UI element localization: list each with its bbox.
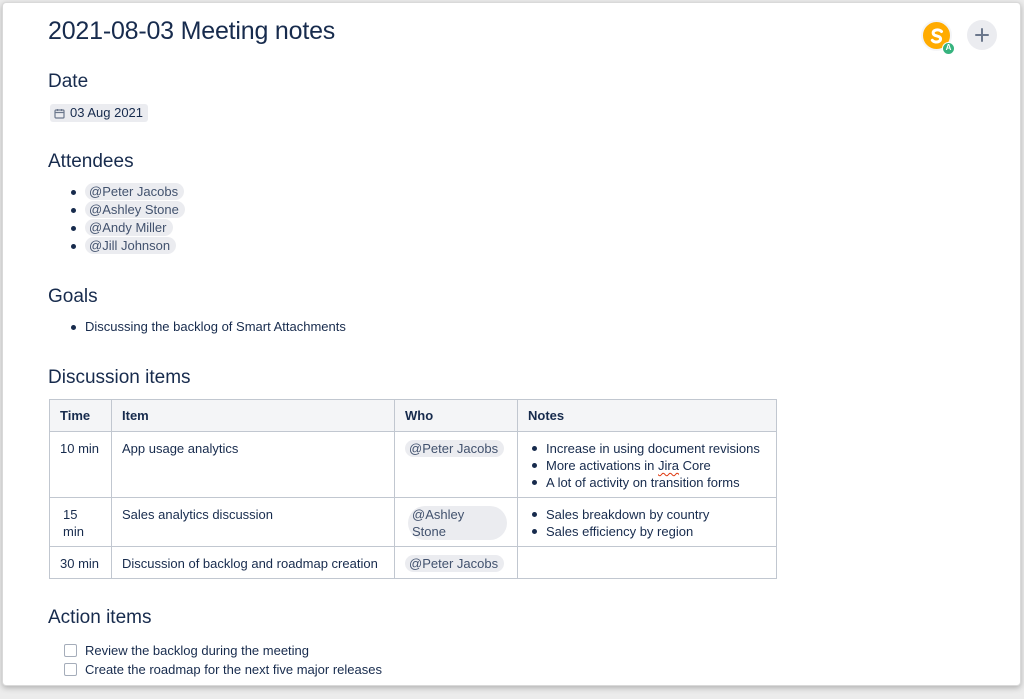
task-label: Create the roadmap for the next five major releases (85, 662, 382, 677)
mention-ashley-stone[interactable]: @Ashley Stone (408, 506, 507, 540)
table-header-row (50, 400, 777, 432)
list-item (69, 183, 185, 201)
action-items-heading: Action items (48, 607, 152, 628)
task-checkbox[interactable] (64, 663, 77, 676)
goals-heading: Goals (48, 286, 98, 307)
item-cell: App usage analytics (112, 432, 395, 498)
note-text: More activations in (546, 458, 655, 473)
column-header-notes: Notes (518, 400, 777, 432)
plus-icon (974, 27, 990, 43)
page-frame (2, 2, 1021, 686)
note-item: Sales breakdown by country (532, 506, 766, 523)
column-header-item: Item (112, 400, 395, 432)
table-row (50, 547, 777, 579)
action-items-list (64, 641, 382, 679)
task-item (64, 660, 382, 679)
who-cell (395, 432, 518, 498)
mention-peter-jacobs[interactable]: @Peter Jacobs (85, 183, 184, 200)
goal-text: Discussing the backlog of Smart Attachments (85, 319, 346, 334)
attendees-heading: Attendees (48, 151, 134, 172)
discussion-table (49, 399, 777, 579)
mention-andy-miller[interactable]: @Andy Miller (85, 219, 173, 236)
who-cell (395, 547, 518, 579)
list-item (69, 219, 185, 237)
note-item: A lot of activity on transition forms (532, 474, 766, 491)
mention-peter-jacobs[interactable]: @Peter Jacobs (405, 440, 504, 457)
attendees-list (69, 183, 185, 255)
task-checkbox[interactable] (64, 644, 77, 657)
notes-list (532, 440, 766, 491)
time-cell: 10 min (50, 432, 112, 498)
notes-list (532, 506, 766, 540)
column-header-time: Time (50, 400, 112, 432)
notes-cell (518, 432, 777, 498)
note-text: Core (682, 458, 711, 473)
time-cell: 15 min (50, 498, 112, 547)
mention-jill-johnson[interactable]: @Jill Johnson (85, 237, 176, 254)
add-button[interactable] (967, 20, 997, 50)
avatar-status-badge: A (942, 42, 955, 55)
mention-peter-jacobs[interactable]: @Peter Jacobs (405, 555, 504, 572)
table-row (50, 498, 777, 547)
who-cell (395, 498, 518, 547)
table-row (50, 432, 777, 498)
goals-list (69, 318, 346, 336)
note-item: Increase in using document revisions (532, 440, 766, 457)
task-label: Review the backlog during the meeting (85, 643, 310, 658)
column-header-who: Who (395, 400, 518, 432)
notes-cell (518, 547, 777, 579)
time-cell: 30 min (50, 547, 112, 579)
spelling-flag-word[interactable]: Jira (658, 458, 679, 473)
date-value: 03 Aug 2021 (70, 105, 144, 120)
calendar-icon (54, 108, 65, 119)
discussion-heading: Discussion items (48, 367, 191, 388)
list-item (69, 318, 346, 336)
list-item (69, 237, 185, 255)
note-item: Sales efficiency by region (532, 523, 766, 540)
page-title: 2021-08-03 Meeting notes (48, 17, 336, 45)
task-item (64, 641, 382, 660)
mention-ashley-stone[interactable]: @Ashley Stone (85, 201, 185, 218)
note-item (532, 457, 766, 474)
list-item (69, 201, 185, 219)
user-avatar[interactable] (921, 20, 952, 51)
date-heading: Date (48, 71, 89, 92)
item-cell: Sales analytics discussion (112, 498, 395, 547)
item-cell: Discussion of backlog and roadmap creation (112, 547, 395, 579)
date-lozenge[interactable] (50, 104, 148, 122)
notes-cell (518, 498, 777, 547)
